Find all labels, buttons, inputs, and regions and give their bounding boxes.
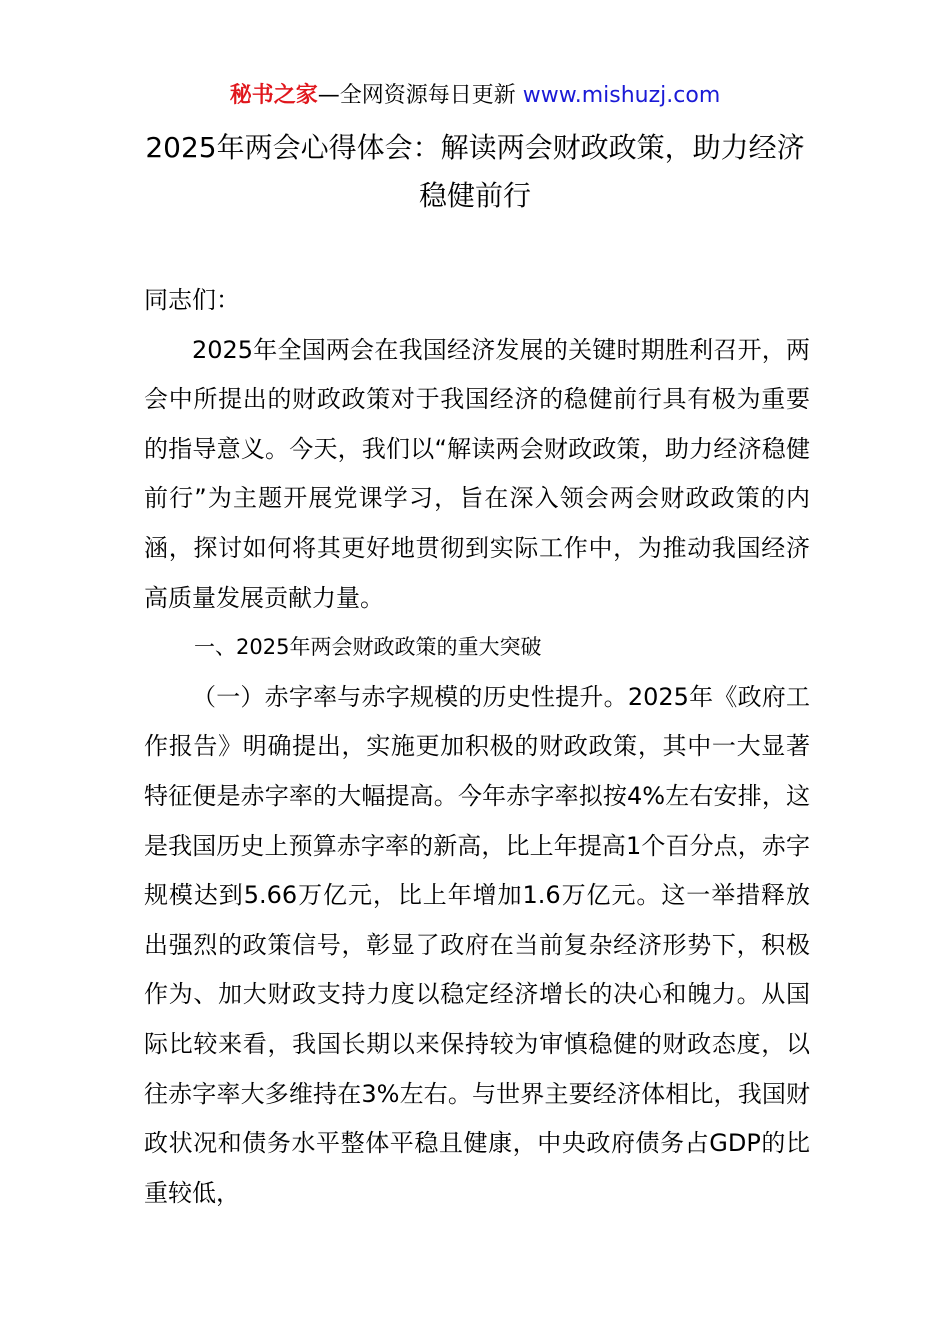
document-body [144, 276, 810, 1218]
section-heading: 一、2025年两会财政政策的重大突破 [194, 635, 542, 660]
site-link[interactable]: www.mishuzj.com [522, 83, 721, 108]
section-paragraph: （一）赤字率与赤字规模的历史性提升。2025年《政府工作报告》明确提出，实施更加积极的财政政策，其中一大显著特征便是赤字率的大幅提高。今年赤字率拟按4%左右安排，这是我国历史上预算赤字率的新高，比上年提高1个百分点，赤字规模达到5.66万亿元，比上年增加1.6万亿元。这一举措释放出强烈的政策信号，彰显了政府在当前复杂经济形势下，积极作为、加大财政支持力度以稳定经济增长的决心和魄力。从国际比较来看，我国长期以来保持较为审慎稳健的财政态度，以往赤字率大多维持在3%左右。与世界主要经济体相比，我国财政状况和债务水平整体平稳且健康，中央政府债务占GDP的比重较低， [144, 682, 810, 1207]
salutation: 同志们： [144, 286, 240, 314]
intro-paragraph: 2025年全国两会在我国经济发展的关键时期胜利召开，两会中所提出的财政政策对于我国经济的稳健前行具有极为重要的指导意义。今天，我们以“解读两会财政政策，助力经济稳健前行”为主题开展党课学习，旨在深入领会两会财政政策的内涵，探讨如何将其更好地贯彻到实际工作中，为推动我国经济高质量发展贡献力量。 [144, 335, 810, 612]
brand-name: 秘书之家 [229, 83, 318, 108]
site-header [0, 80, 950, 112]
document-title: 2025年两会心得体会：解读两会财政政策，助力经济稳健前行 [145, 131, 805, 212]
header-tagline: —全网资源每日更新 [317, 83, 516, 108]
